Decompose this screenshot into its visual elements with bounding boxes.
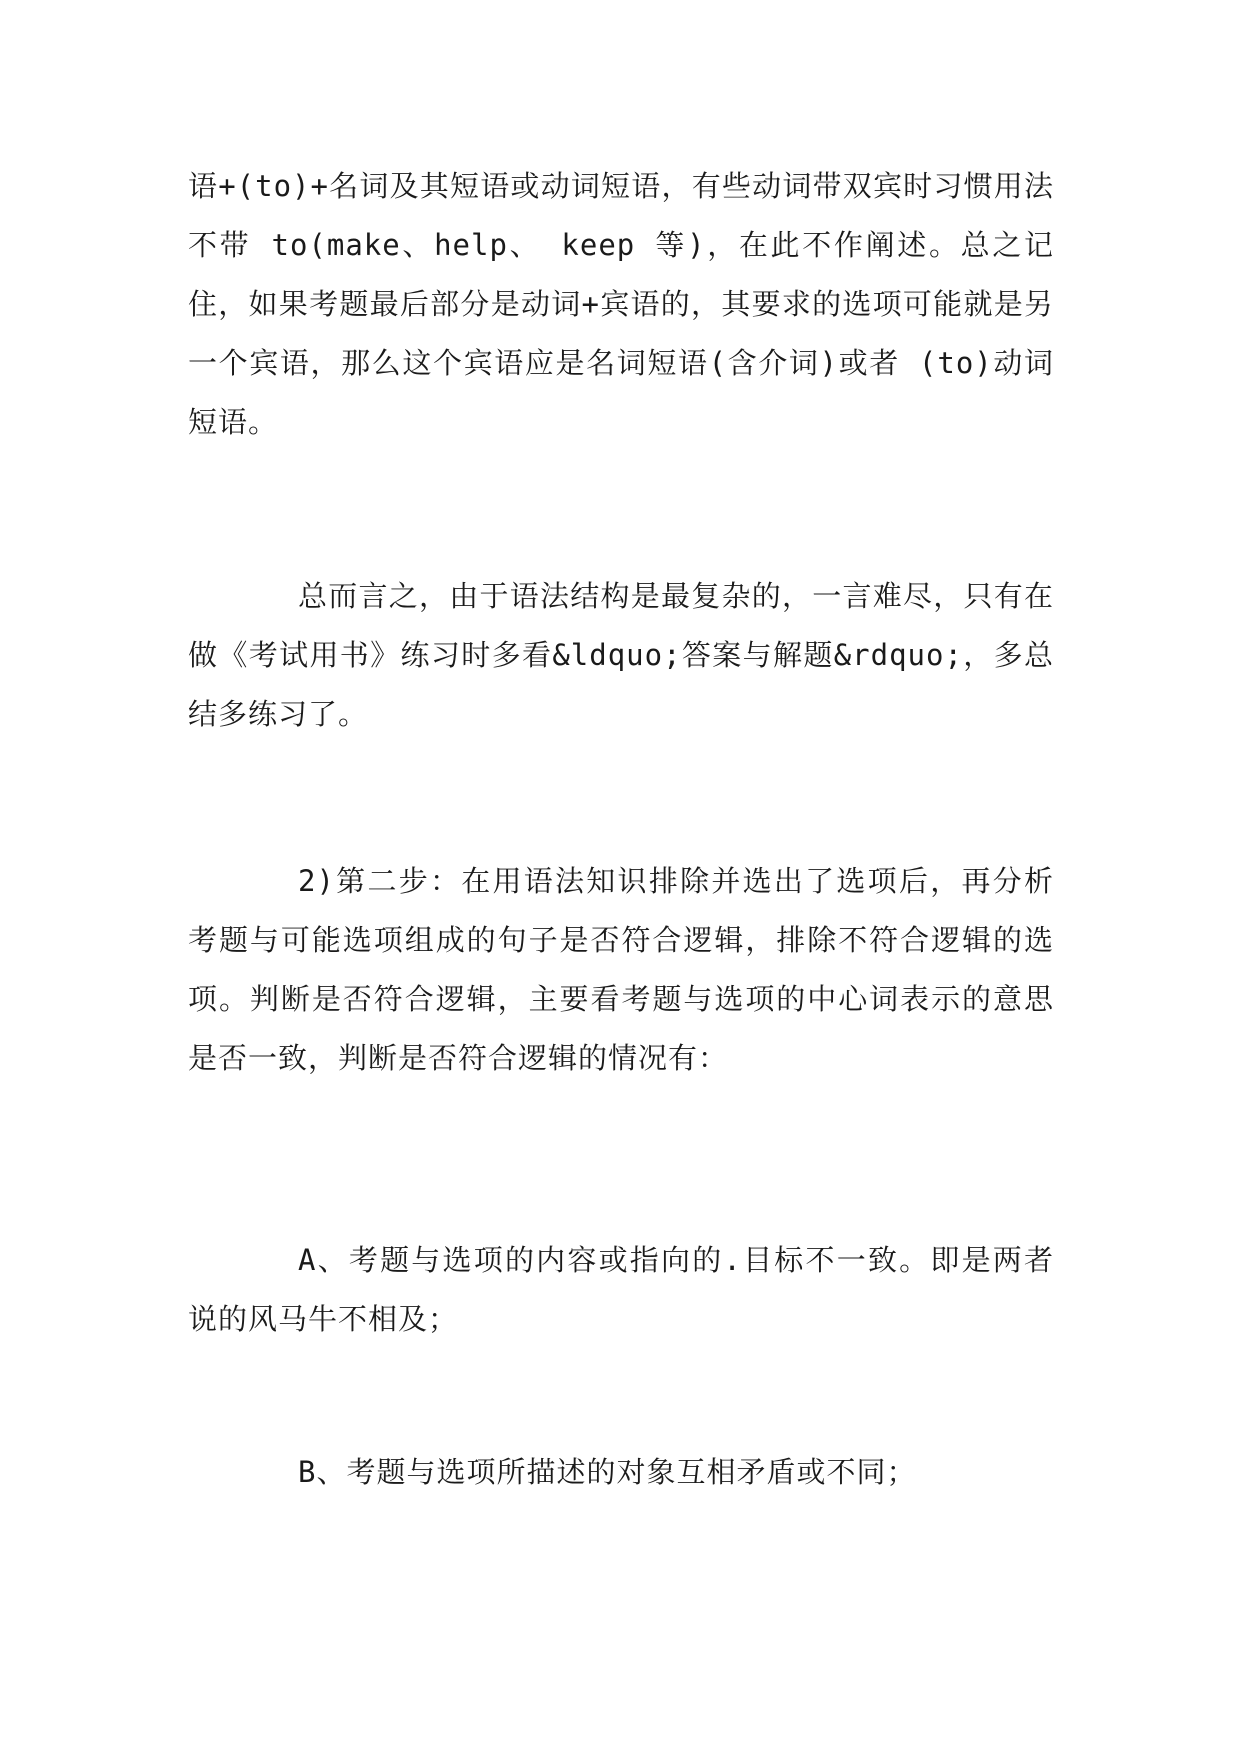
paragraph-case-a: A、考题与选项的内容或指向的.目标不一致。即是两者说的风马牛不相及； <box>188 1243 1054 1336</box>
paragraph-case-b: B、考题与选项所描述的对象互相矛盾或不同； <box>298 1455 917 1489</box>
paragraph-step-two: 2)第二步：在用语法知识排除并选出了选项后，再分析考题与可能选项组成的句子是否符合逻辑，排除不符合逻辑的选项。判断是否符合逻辑，主要看考题与选项的中心词表示的意思是否一致，判断是否符合逻辑的情况有： <box>188 864 1054 1075</box>
paragraph-continuation: 语+(to)+名词及其短语或动词短语，有些动词带双宾时习惯用法不带 to(make、help、 keep 等)，在此不作阐述。总之记住，如果考题最后部分是动词+宾语的，其要求的选项可能就是另一个宾语，那么这个宾语应是名词短语(含介词)或者 (to)动词短语。 <box>188 169 1054 439</box>
paragraph-summary: 总而言之，由于语法结构是最复杂的，一言难尽，只有在做《考试用书》练习时多看&ldquo;答案与解题&rdquo;，多总结多练习了。 <box>188 579 1054 731</box>
